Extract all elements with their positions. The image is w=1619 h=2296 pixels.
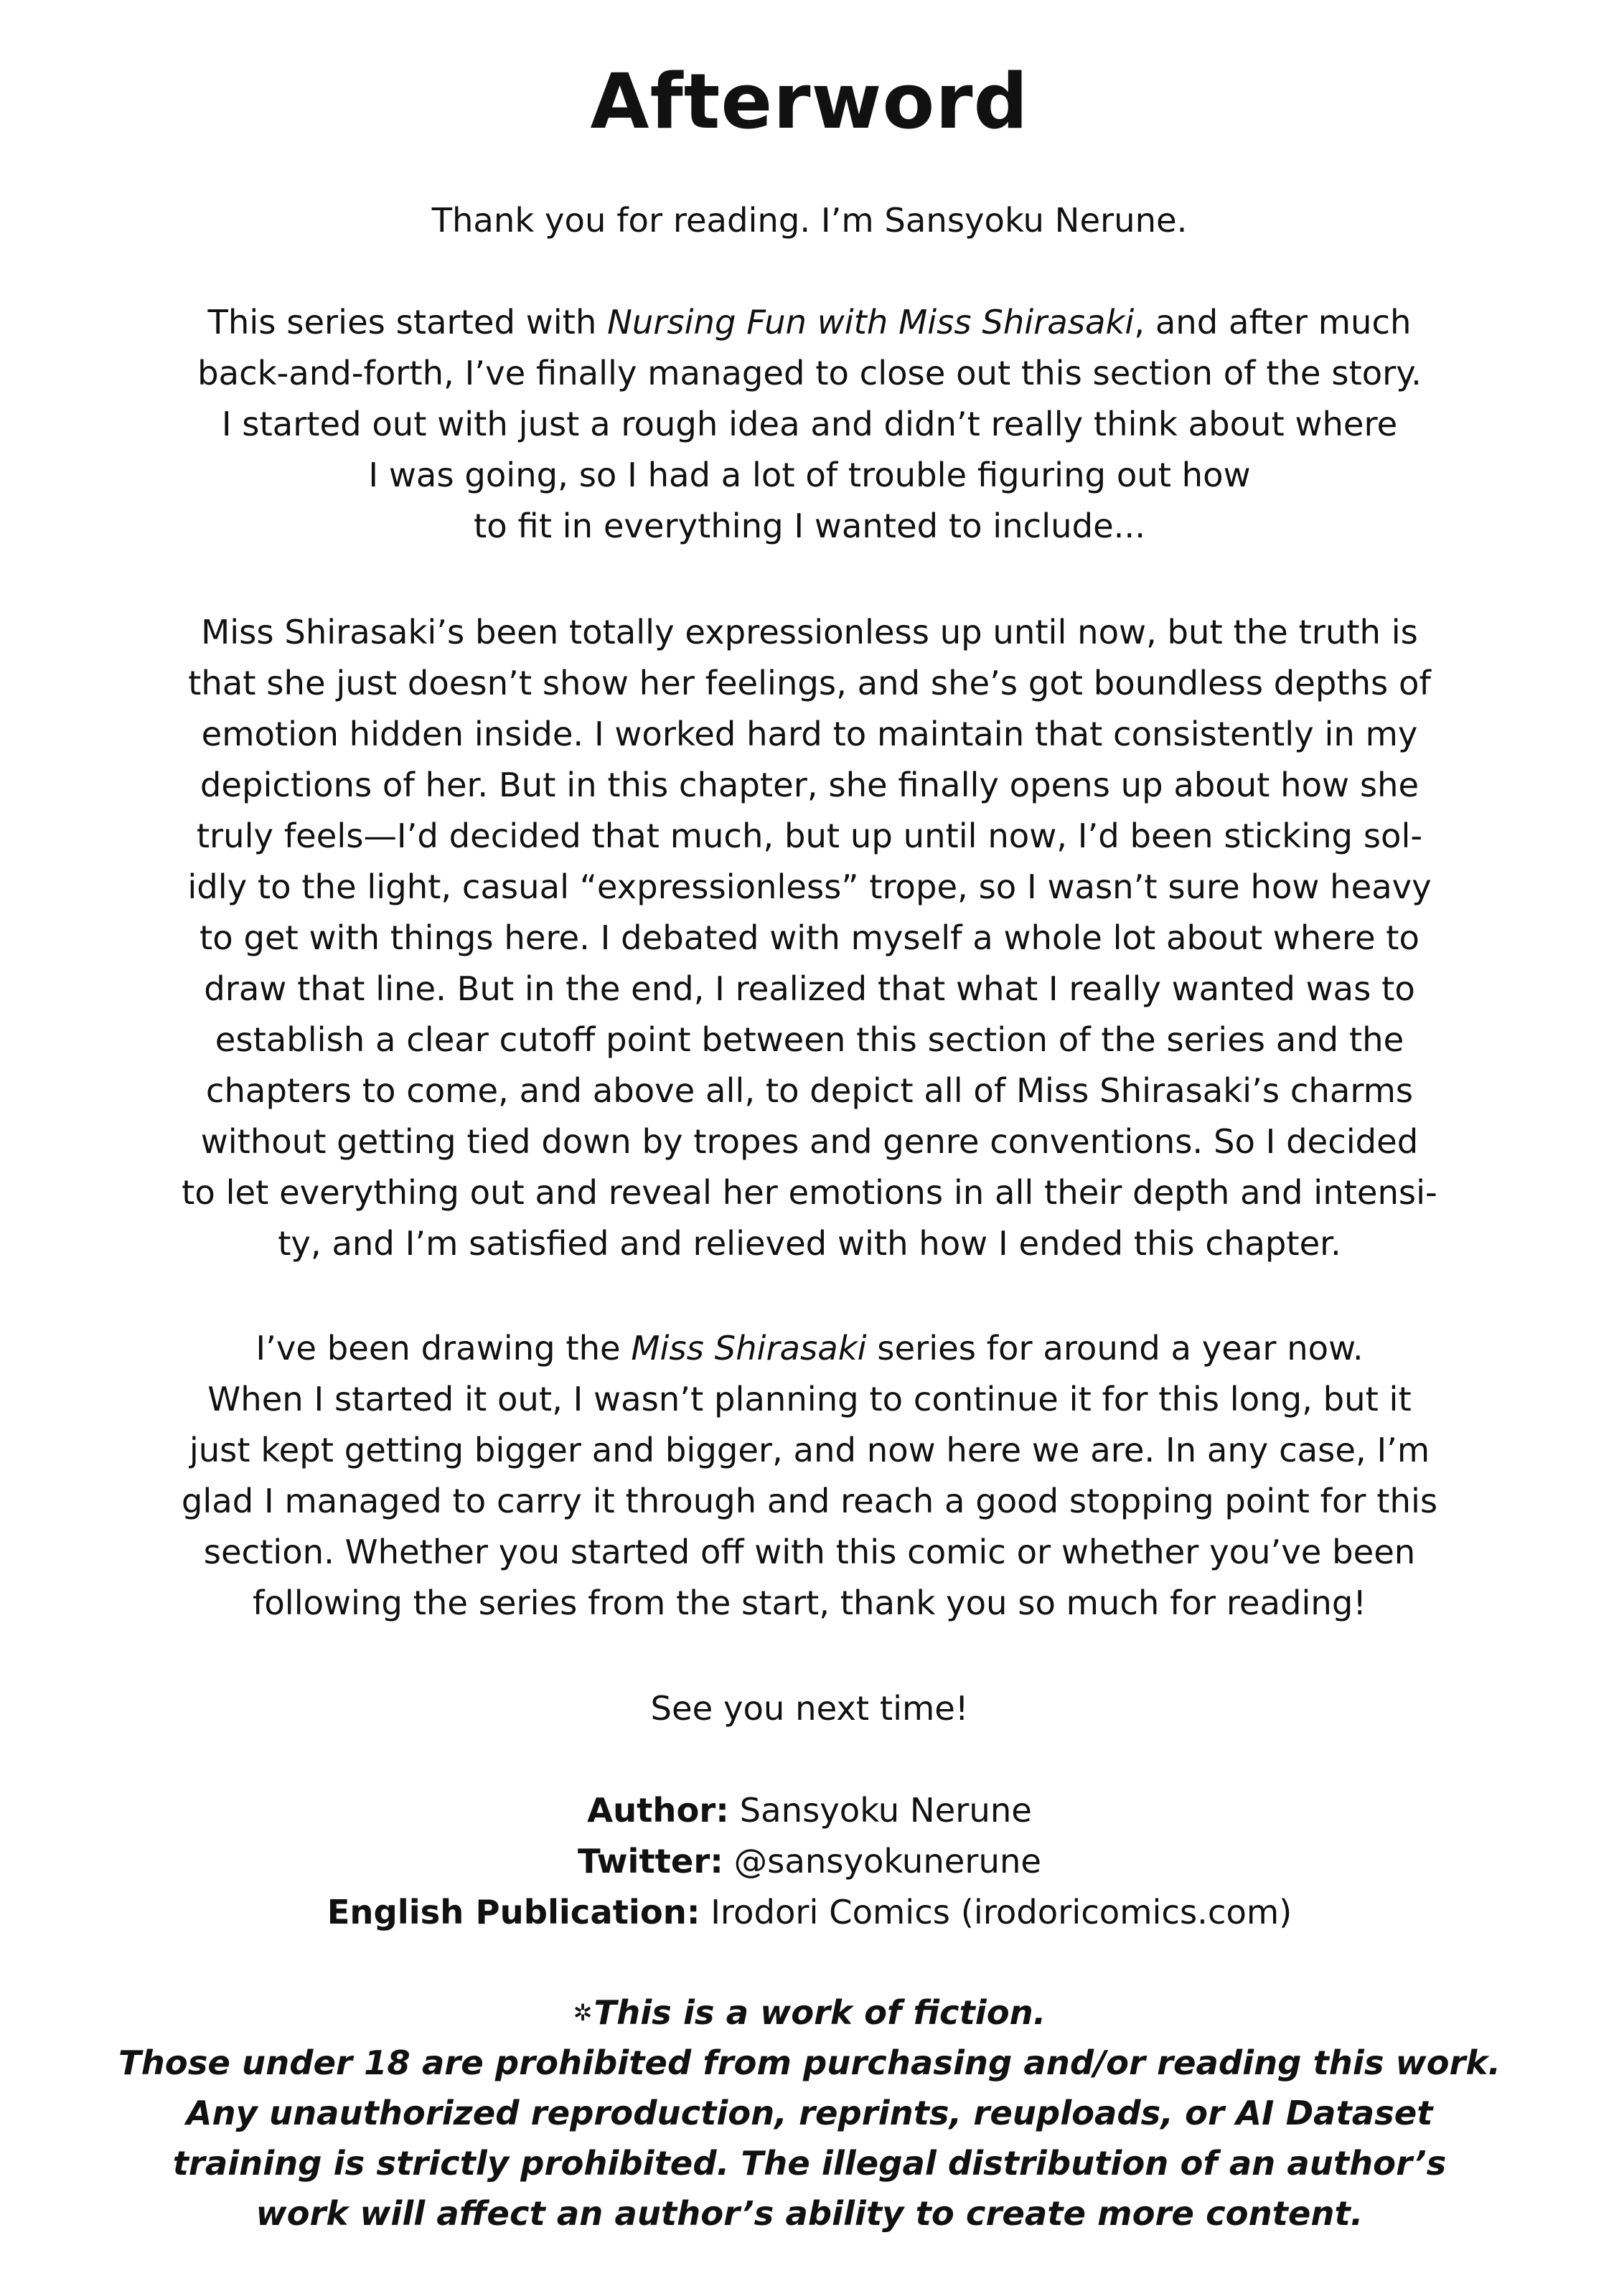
disclaimer-line: Those under 18 are prohibited from purchasing and/or reading this work.: [118, 2043, 1501, 2082]
paragraph-line: without getting tied down by tropes and genre conventions. So I decided: [200, 1122, 1419, 1161]
paragraph-line: depictions of her. But in this chapter, she finally opens up about how she: [200, 766, 1419, 804]
star-icon: ✲: [573, 1999, 593, 2026]
closing-paragraph: [0, 1683, 1619, 1734]
paragraph-series-start: [0, 297, 1619, 552]
paragraph-line: glad I managed to carry it through and reach a good stopping point for this: [181, 1482, 1438, 1520]
intro-line: Thank you for reading. I’m Sansyoku Nerune.: [431, 201, 1188, 240]
paragraph-line: to fit in everything I wanted to include...: [474, 507, 1145, 545]
credit-author: [0, 1785, 1619, 1836]
series-title-italic: Nursing Fun with Miss Shirasaki: [607, 303, 1135, 342]
text-run: This series started with: [207, 303, 608, 342]
page-title: Afterword: [590, 57, 1029, 146]
paragraph-line: draw that line. But in the end, I realized that what I really wanted was to: [204, 969, 1415, 1008]
credit-label: Author:: [587, 1791, 729, 1830]
credits-block: [0, 1785, 1619, 1938]
credit-twitter: [0, 1836, 1619, 1887]
intro-paragraph: [0, 195, 1619, 246]
paragraph-line: truly feels—I’d decided that much, but up until now, I’d been sticking sol-: [196, 817, 1423, 855]
credit-label: English Publication:: [327, 1893, 700, 1932]
paragraph-line: I was going, so I had a lot of trouble figuring out how: [368, 456, 1251, 494]
text-run: I’ve been drawing the: [255, 1329, 632, 1368]
disclaimer-line: [0, 1987, 1619, 2038]
text-run: , and after much: [1134, 303, 1412, 342]
disclaimer-line: work will affect an author’s ability to create more content.: [255, 2194, 1364, 2233]
disclaimer-block: [0, 1987, 1619, 2239]
paragraph-line: idly to the light, casual “expressionless” trope, so I wasn’t sure how heavy: [187, 867, 1432, 906]
credit-label: Twitter:: [578, 1842, 723, 1881]
text-run: series for around a year now.: [866, 1329, 1364, 1368]
paragraph-line: to let everything out and reveal her emotions in all their depth and intensi-: [182, 1173, 1437, 1212]
closing-line: See you next time!: [650, 1689, 969, 1728]
credit-value: Irodori Comics (irodoricomics.com): [700, 1893, 1292, 1932]
paragraph-line: Miss Shirasaki’s been totally expressionless up until now, but the truth is: [201, 613, 1418, 651]
credit-value: Sansyoku Nerune: [728, 1791, 1032, 1830]
paragraph-line: emotion hidden inside. I worked hard to maintain that consistently in my: [201, 715, 1418, 753]
credit-value: @sansyokunerune: [723, 1842, 1041, 1881]
paragraph-line: back-and-forth, I’ve finally managed to close out this section of the story.: [197, 354, 1422, 392]
paragraph-line: chapters to come, and above all, to depict all of Miss Shirasaki’s charms: [205, 1071, 1414, 1110]
text-run: This is a work of fiction.: [593, 1993, 1046, 2032]
series-title-italic: Miss Shirasaki: [631, 1329, 867, 1368]
paragraph-line: to get with things here. I debated with myself a whole lot about where to: [200, 918, 1419, 957]
paragraph-one-year: [0, 1323, 1619, 1629]
paragraph-shirasaki-emotions: [0, 607, 1619, 1269]
paragraph-line: When I started it out, I wasn’t planning to continue it for this long, but it: [207, 1380, 1412, 1418]
paragraph-line: following the series from the start, thank you so much for reading!: [253, 1584, 1366, 1622]
paragraph-line: establish a clear cutoff point between this section of the series and the: [215, 1020, 1404, 1059]
disclaimer-line: Any unauthorized reproduction, reprints, reuploads, or AI Dataset: [186, 2094, 1433, 2132]
paragraph-line: [0, 1323, 1619, 1374]
paragraph-line: ty, and I’m satisfied and relieved with how I ended this chapter.: [278, 1224, 1341, 1263]
paragraph-line: just kept getting bigger and bigger, and now here we are. In any case, I’m: [189, 1431, 1430, 1469]
credit-publication: [0, 1887, 1619, 1938]
paragraph-line: section. Whether you started off with this comic or whether you’ve been: [203, 1533, 1416, 1571]
paragraph-line: [0, 297, 1619, 348]
paragraph-line: that she just doesn’t show her feelings, and she’s got boundless depths of: [188, 664, 1431, 702]
disclaimer-line: training is strictly prohibited. The illegal distribution of an author’s: [172, 2144, 1447, 2183]
paragraph-line: I started out with just a rough idea and didn’t really think about where: [221, 405, 1398, 443]
